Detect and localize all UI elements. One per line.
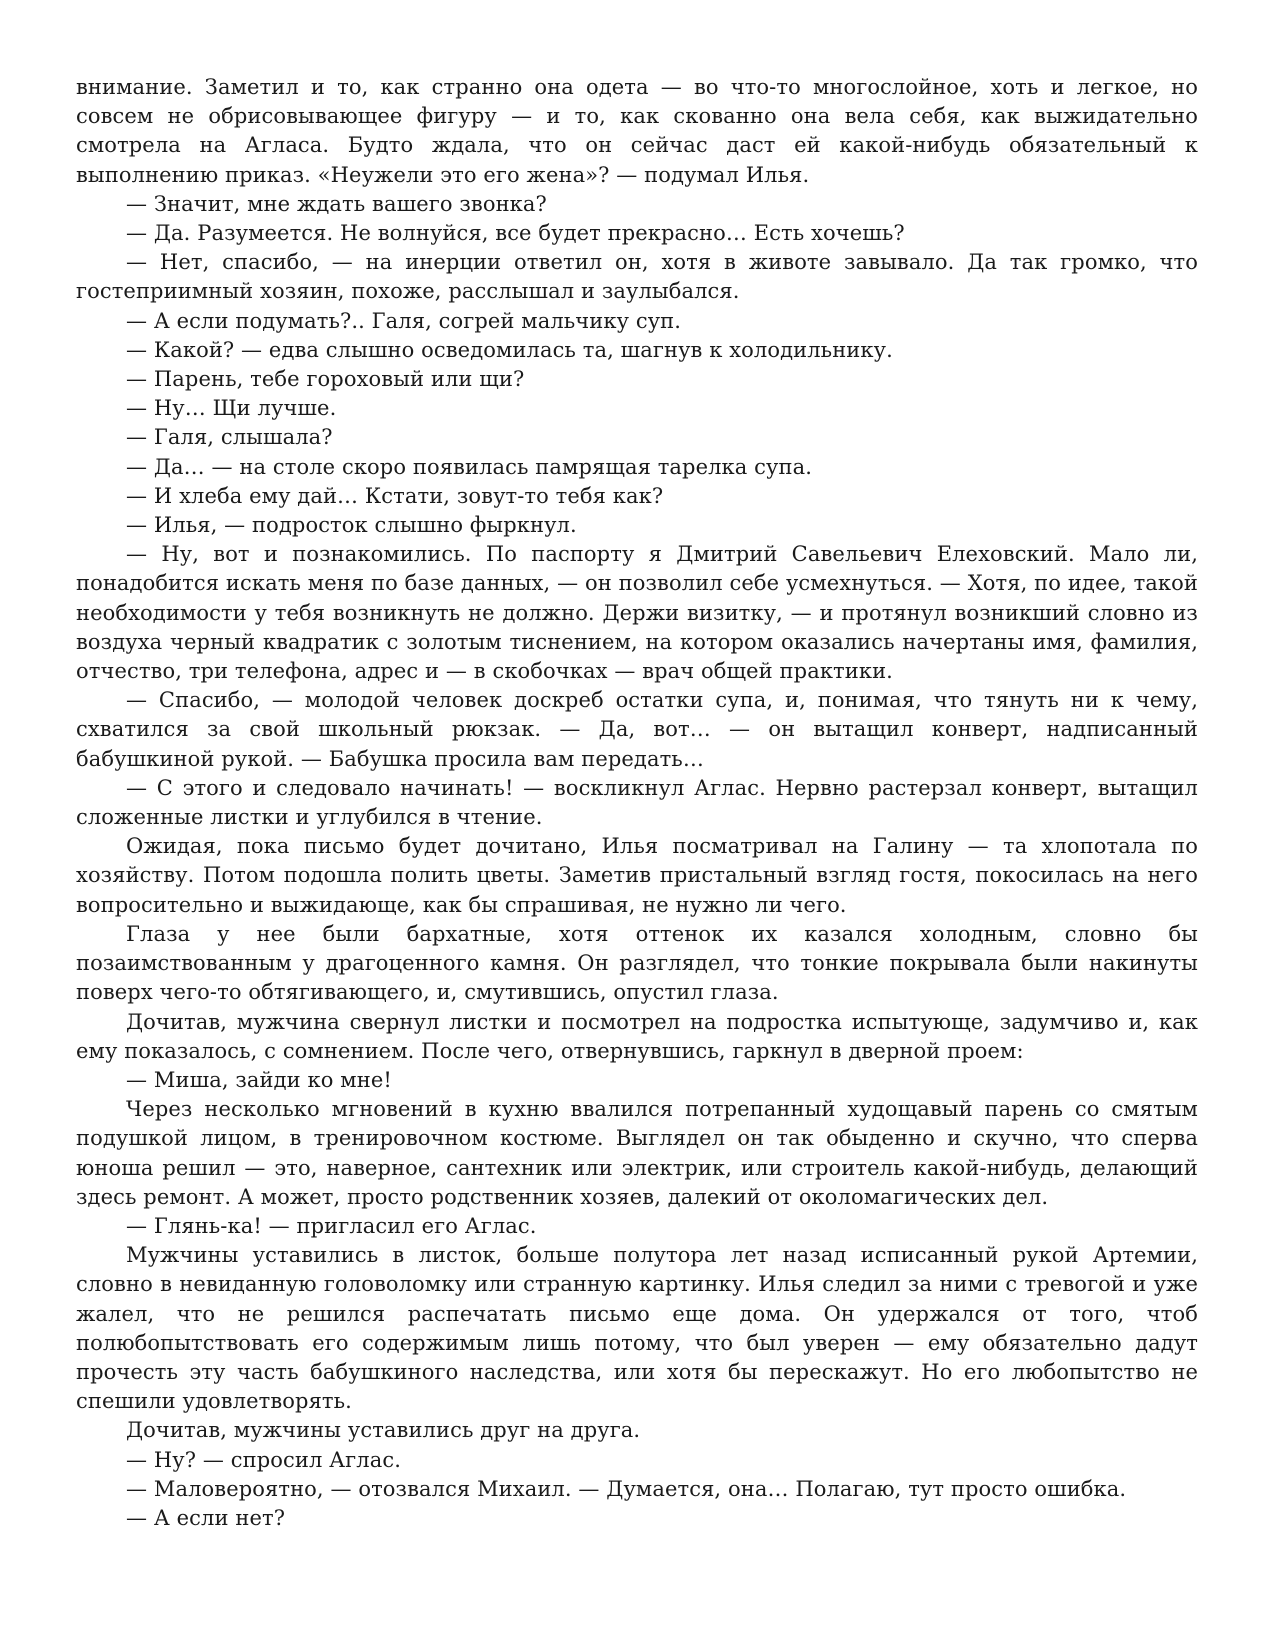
paragraph-1: внимание. Заметил и то, как странно она одета — во что-то многослойное, хоть и легкое, но совсем не обрисовывающее фигуру — и то, как скованно она вела себя, как выжидательно смотрела на Агласа. Будто ждала, что он сейчас даст ей какой-нибудь обязательный к выполнению приказ. «Неужели это его жена»? — подумал Илья.	[76, 75, 1198, 187]
paragraph-2: — Значит, мне ждать вашего звонка?	[126, 191, 547, 216]
paragraph-10: — Да… — на столе скоро появилась памрящая тарелка супа.	[126, 454, 812, 479]
paragraph-22: Мужчины уставились в листок, больше полутора лет назад исписанный рукой Артемии, словно в невиданную головоломку или странную картинку. Илья следил за ними с тревогой и уже жалел, что не решился распечатать письмо еще дома. Он удержался от того, чтоб полюбопытствовать его содержимым лишь потому, что был уверен — ему обязательно дадут прочесть эту часть бабушкиного наследства, или хотя бы перескажут. Но его любопытство не спешили удовлетворять.	[76, 1243, 1198, 1414]
paragraph-18: Дочитав, мужчина свернул листки и посмотрел на подростка испытующе, задумчиво и, как ему показалось, с сомнением. После чего, отвернувшись, гаркнул в дверной проем:	[76, 1009, 1198, 1063]
paragraph-26: — А если нет?	[126, 1505, 286, 1530]
paragraph-25: — Маловероятно, — отозвался Михаил. — Думается, она… Полагаю, тут просто ошибка.	[126, 1476, 1127, 1501]
paragraph-3: — Да. Разумеется. Не волнуйся, все будет прекрасно… Есть хочешь?	[126, 221, 905, 246]
paragraph-13: — Ну, вот и познакомились. По паспорту я Дмитрий Савельевич Елеховский. Мало ли, понадобится искать меня по базе данных, — он позволил себе усмехнуться. — Хотя, по идее, такой необходимости у тебя возникнуть не должно. Держи визитку, — и протянул возникший словно из воздуха черный квадратик с золотым тиснением, на котором оказались начертаны имя, фамилия, отчество, три телефона, адрес и — в скобочках — врач общей практики.	[76, 542, 1198, 684]
paragraph-15: — С этого и следовало начинать! — воскликнул Аглас. Нервно растерзал конверт, вытащил сложенные листки и углубился в чтение.	[76, 775, 1198, 830]
paragraph-20: Через несколько мгновений в кухню ввалился потрепанный худощавый парень со смятым подушкой лицом, в тренировочном костюме. Выглядел он так обыденно и скучно, что сперва юноша решил — это, наверное, сантехник или электрик, или строитель какой-нибудь, делающий здесь ремонт. А может, просто родственник хозяев, далекий от околомагических дел.	[76, 1097, 1198, 1209]
paragraph-21: — Глянь-ка! — пригласил его Аглас.	[126, 1213, 537, 1238]
paragraph-23: Дочитав, мужчины уставились друг на друга.	[126, 1418, 641, 1443]
page-text	[76, 73, 1198, 1533]
paragraph-24: — Ну? — спросил Аглас.	[126, 1447, 401, 1472]
paragraph-19: — Миша, зайди ко мне!	[126, 1067, 392, 1092]
paragraph-7: — Парень, тебе гороховый или щи?	[126, 367, 525, 392]
paragraph-6: — Какой? — едва слышно осведомилась та, шагнув к холодильнику.	[126, 337, 893, 362]
paragraph-9: — Галя, слышала?	[126, 425, 333, 450]
paragraph-12: — Илья, — подросток слышно фыркнул.	[126, 513, 577, 538]
paragraph-14: — Спасибо, — молодой человек доскреб остатки супа, и, понимая, что тянуть ни к чему, схватился за свой школьный рюкзак. — Да, вот… — он вытащил конверт, надписанный бабушкиной рукой. — Бабушка просила вам передать…	[76, 688, 1198, 771]
paragraph-16: Ожидая, пока письмо будет дочитано, Илья посматривал на Галину — та хлопотала по хозяйству. Потом подошла полить цветы. Заметив пристальный взгляд гостя, покосилась на него вопросительно и выжидающе, как бы спрашивая, не нужно ли чего.	[76, 834, 1198, 917]
paragraph-5: — А если подумать?.. Галя, согрей мальчику суп.	[126, 308, 682, 333]
paragraph-11: — И хлеба ему дай… Кстати, зовут-то тебя как?	[126, 483, 664, 508]
paragraph-4: — Нет, спасибо, — на инерции ответил он, хотя в животе завывало. Да так громко, что гостеприимный хозяин, похоже, расслышал и заулыбался.	[76, 250, 1198, 304]
paragraph-8: — Ну… Щи лучше.	[126, 396, 337, 421]
paragraph-17: Глаза у нее были бархатные, хотя оттенок их казался холодным, словно бы позаимствованным у драгоценного камня. Он разглядел, что тонкие покрывала были накинуты поверх чего-то обтягивающего, и, смутившись, опустил глаза.	[76, 921, 1198, 1005]
